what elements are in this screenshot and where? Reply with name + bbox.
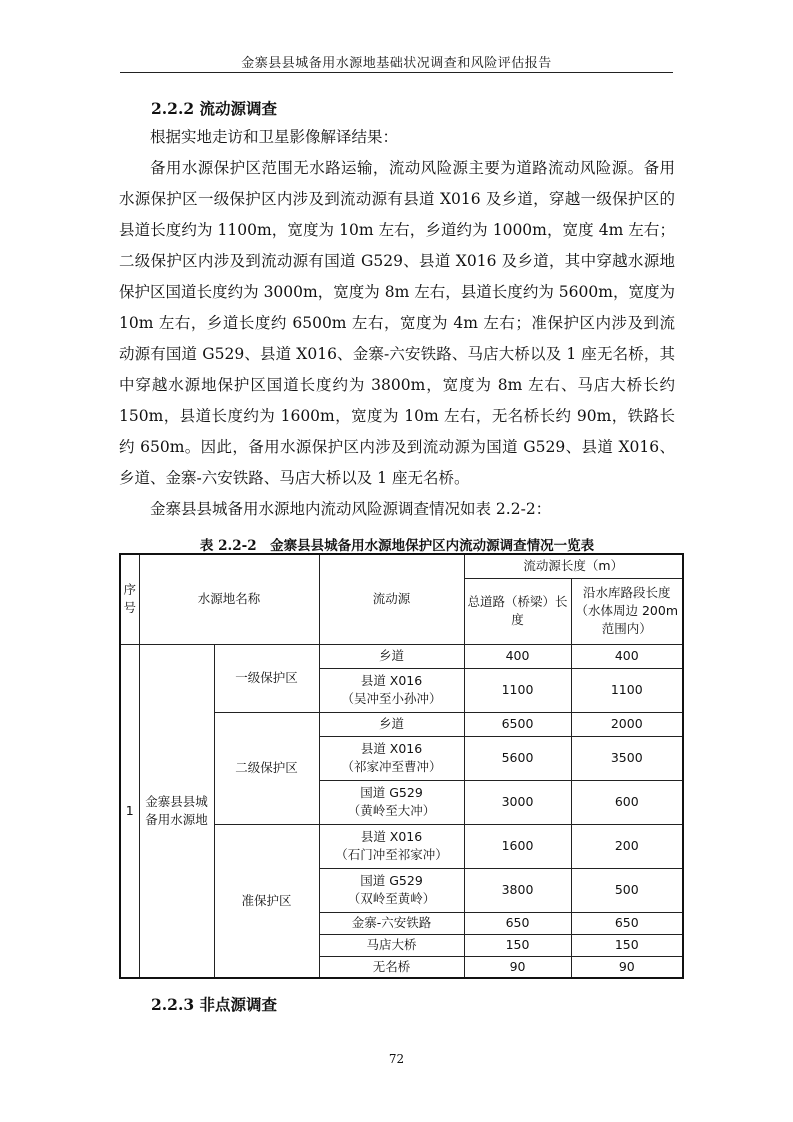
total-cell: 5600 xyxy=(464,736,571,780)
total-cell: 90 xyxy=(464,956,571,978)
header-total-length: 总道路（桥梁）长度 xyxy=(464,578,571,644)
flow-source-table xyxy=(119,553,684,979)
total-cell: 3800 xyxy=(464,868,571,912)
total-cell: 1100 xyxy=(464,668,571,712)
along-cell: 2000 xyxy=(571,712,683,736)
running-header: 金寨县县城备用水源地基础状况调查和风险评估报告 xyxy=(241,56,552,71)
total-cell: 650 xyxy=(464,912,571,934)
header-source: 流动源 xyxy=(319,554,464,644)
total-cell: 3000 xyxy=(464,780,571,824)
source-cell: 马店大桥 xyxy=(319,934,464,956)
page-number: 72 xyxy=(388,1052,405,1066)
along-cell: 600 xyxy=(571,780,683,824)
paragraph-table-ref: 金寨县县城备用水源地内流动风险源调查情况如表 2.2-2： xyxy=(150,500,552,518)
along-cell: 3500 xyxy=(571,736,683,780)
header-length: 流动源长度（m） xyxy=(464,554,683,578)
total-cell: 150 xyxy=(464,934,571,956)
paragraph-intro: 根据实地走访和卫星影像解译结果： xyxy=(150,128,399,146)
source-cell: 县道 X016 （石门冲至祁家冲） xyxy=(319,824,464,868)
source-cell: 乡道 xyxy=(319,644,464,668)
source-cell: 金寨-六安铁路 xyxy=(319,912,464,934)
seq-cell: 1 xyxy=(120,644,139,978)
along-cell: 500 xyxy=(571,868,683,912)
along-cell: 400 xyxy=(571,644,683,668)
table-caption: 表 2.2-2 金寨县县城备用水源地保护区内流动源调查情况一览表 xyxy=(199,538,595,554)
body-text xyxy=(119,122,675,525)
header-rule xyxy=(120,72,673,73)
source-cell: 国道 G529 （双岭至黄岭） xyxy=(319,868,464,912)
total-cell: 400 xyxy=(464,644,571,668)
source-cell: 无名桥 xyxy=(319,956,464,978)
along-cell: 1100 xyxy=(571,668,683,712)
zone-cell: 二级保护区 xyxy=(214,712,319,824)
header-name: 水源地名称 xyxy=(139,554,319,644)
source-cell: 县道 X016 （吴冲至小孙冲） xyxy=(319,668,464,712)
source-cell: 国道 G529 （黄岭至大冲） xyxy=(319,780,464,824)
total-cell: 6500 xyxy=(464,712,571,736)
section-title-2-2-3: 2.2.3 非点源调查 xyxy=(151,995,278,1014)
zone-cell: 准保护区 xyxy=(214,824,319,978)
source-cell: 县道 X016 （祁家冲至曹冲） xyxy=(319,736,464,780)
source-cell: 乡道 xyxy=(319,712,464,736)
paragraph-main: 备用水源保护区范围无水路运输，流动风险源主要为道路流动风险源。备用水源保护区一级保护区内涉及到流动源有县道 X016 及乡道，穿越一级保护区的县道长度约为 1100m，宽度为 10m 左右，乡道约为 1000m，宽度 4m 左右；二级保护区内涉及到流动源有国道 G529、县道 X016 及乡道，其中穿越水源地保护区国道长度约为 3000m，宽度为 8m 左右，县道长度约为 5600m，宽度为 10m 左右，乡道长度约 6500m 左右，宽度为 4m 左右；准保护区内涉及到流动源有国道 G529、县道 X016、金寨-六安铁路、马店大桥以及 1 座无名桥，其中穿越水源地保护区国道长度约为 3800m，宽度为 8m 左右、马店大桥长约 150m，县道长度约为 1600m，宽度为 10m 左右，无名桥长约 90m，铁路长约 650m。因此，备用水源保护区内涉及到流动源为国道 G529、县道 X016、乡道、金寨-六安铁路、马店大桥以及 1 座无名桥。 xyxy=(119,159,675,487)
along-cell: 650 xyxy=(571,912,683,934)
along-cell: 150 xyxy=(571,934,683,956)
zone-cell: 一级保护区 xyxy=(214,644,319,712)
source-name-cell: 金寨县县城备用水源地 xyxy=(139,644,214,978)
table-row xyxy=(120,644,683,668)
section-title-2-2-2: 2.2.2 流动源调查 xyxy=(151,99,278,118)
header-along-length: 沿水库路段长度（水体周边 200m 范围内） xyxy=(571,578,683,644)
along-cell: 90 xyxy=(571,956,683,978)
along-cell: 200 xyxy=(571,824,683,868)
header-seq: 序号 xyxy=(120,554,139,644)
total-cell: 1600 xyxy=(464,824,571,868)
